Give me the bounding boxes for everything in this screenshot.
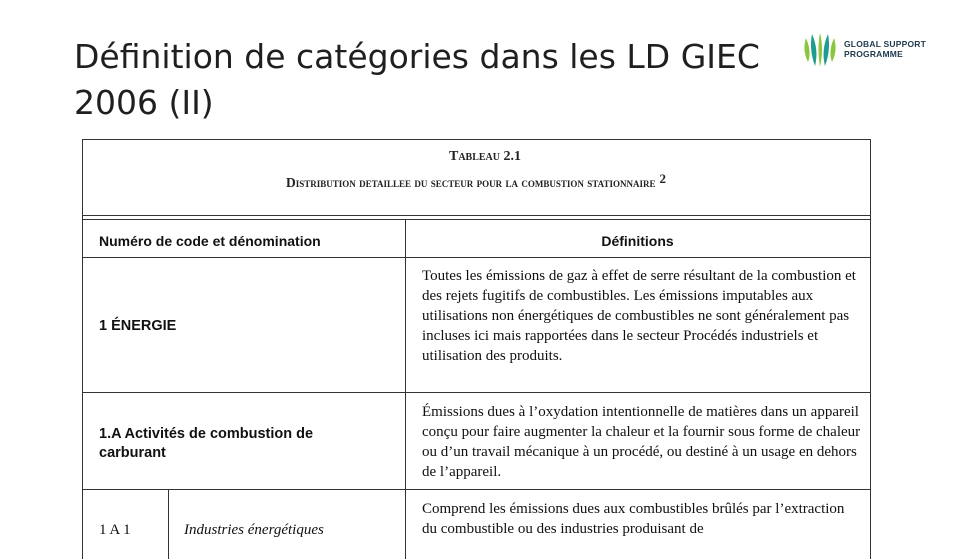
divider xyxy=(82,219,870,220)
slide-title-line2: 2006 (II) xyxy=(74,83,214,122)
logo-line1: GLOBAL SUPPORT xyxy=(844,39,926,49)
logo-text xyxy=(844,39,954,59)
logo-line2: PROGRAMME xyxy=(844,49,903,59)
table-border-right xyxy=(870,139,871,559)
divider xyxy=(82,257,870,258)
subcolumn-divider xyxy=(168,489,169,559)
header-code: Numéro de code et dénomination xyxy=(99,233,321,249)
divider xyxy=(82,215,870,216)
table-border-left xyxy=(82,139,83,559)
table-label: Tableau 2.1 xyxy=(448,149,521,164)
row-2-definition: Émissions dues à l’oxydation intentionnelle de matières dans un appareil conçu pour faire augmenter la chaleur et la fournir sous forme de chaleur ou d’un travail mécanique à un procédé, ou destiné à un usage en dehors de l’appareil. xyxy=(422,404,861,480)
row-3-code-name: Industries énergétiques xyxy=(184,522,324,538)
column-divider xyxy=(405,219,406,559)
divider xyxy=(82,489,870,490)
table-image xyxy=(82,135,872,555)
global-support-programme-logo xyxy=(800,30,950,70)
row-3-code-number: 1 A 1 xyxy=(99,522,131,538)
row-1-code: 1 ÉNERGIE xyxy=(99,318,177,334)
table-caption xyxy=(82,149,870,191)
divider xyxy=(82,392,870,393)
table-title-text: Distribution detaillee du secteur pour la combustion stationnaire xyxy=(286,175,656,190)
row-3-definition: Comprend les émissions dues aux combustibles brûlés par l’extraction du combustible ou des industries produisant de xyxy=(422,501,845,537)
footnote-ref: 2 xyxy=(659,171,666,186)
header-definitions: Définitions xyxy=(601,233,674,249)
row-1-definition: Toutes les émissions de gaz à effet de serre résultant de la combustion et des rejets fugitifs de combustibles. Les émissions imputables aux utilisations non énergétiques de combustibles ne sont généralement pas incluses ici mais rapportées dans le secteur Procédés industriels et utilisation des produits. xyxy=(422,268,856,364)
table-border-top xyxy=(82,139,870,140)
gsp-leaf-icon xyxy=(800,30,840,70)
slide-title xyxy=(74,34,814,126)
table-title xyxy=(82,171,870,191)
row-2-code: 1.A Activités de combustion de carburant xyxy=(99,426,314,461)
slide-title-line1: Définition de catégories dans les LD GIEC xyxy=(74,37,760,76)
